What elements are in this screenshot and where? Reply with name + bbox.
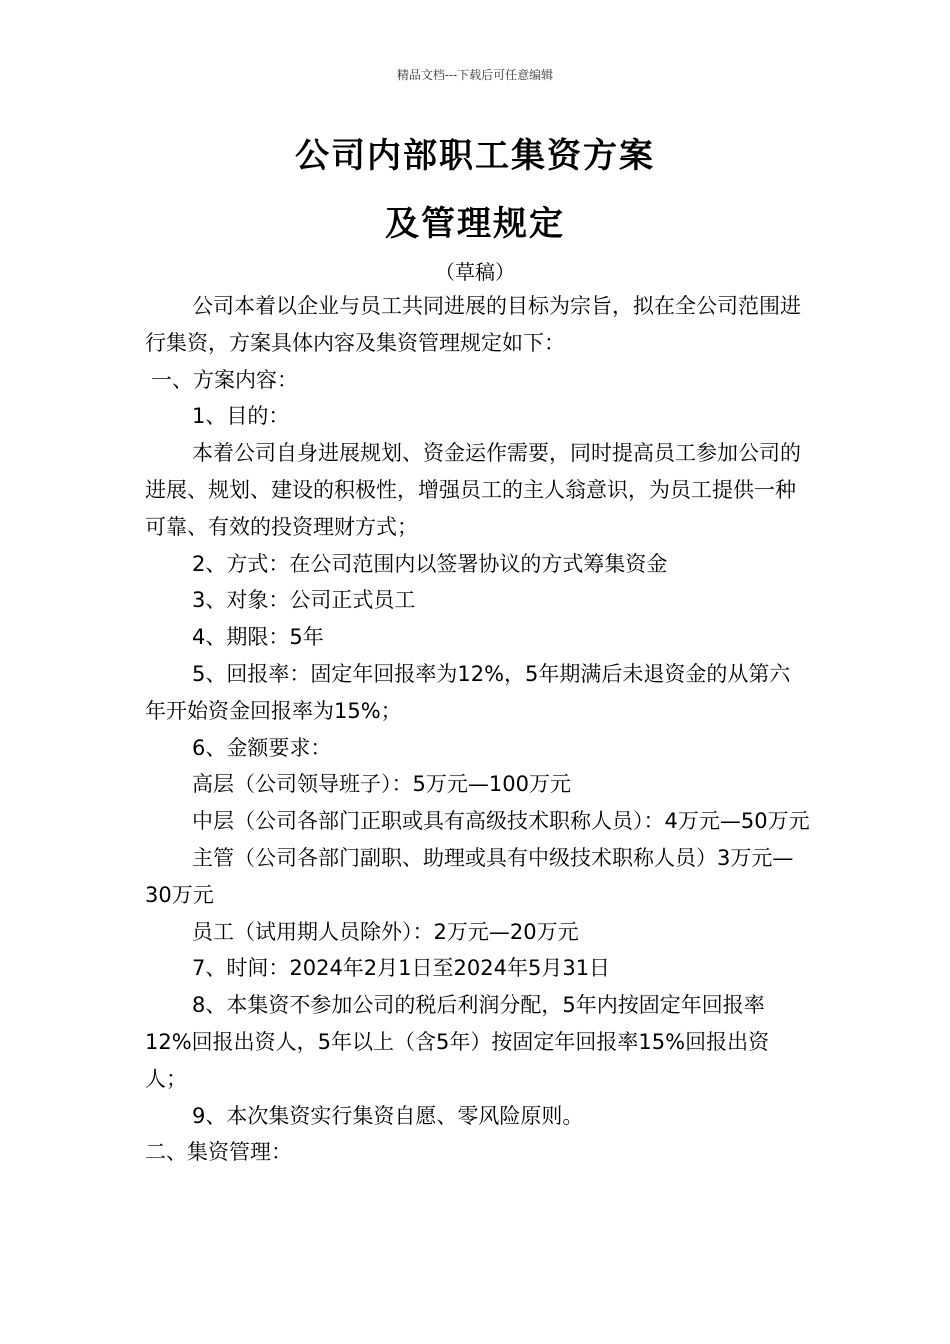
item5-text: 5、回报率：固定年回报率为12%，5年期满后未退资金的从第六年开始资金回报率为15%；: [145, 661, 791, 723]
intro-paragraph: 公司本着以企业与员工共同进展的目标为宗旨，拟在全公司范围进行集资，方案具体内容及集资管理规定如下：: [145, 294, 801, 355]
item9-text: 9、本次集资实行集资自愿、零风险原则。: [192, 1103, 584, 1128]
item4-text: 4、期限：5年: [192, 625, 324, 650]
item2-text: 2、方式：在公司范围内以签署协议的方式筹集资金: [192, 551, 668, 576]
amount-level-supervisor: 主管（公司各部门副职、助理或具有中级技术职称人员）3万元—30万元: [145, 845, 794, 907]
header-note: 精品文档---下载后可任意编辑: [396, 68, 554, 82]
document-title-line2: 及管理规定: [385, 204, 565, 244]
document-title-line1: 公司内部职工集资方案: [295, 136, 655, 176]
amount-level-middle: 中层（公司各部门正职或具有高级技术职称人员）：4万元—50万元: [192, 809, 810, 834]
item1-heading: 1、目的：: [192, 404, 290, 429]
item8-text: 8、本集资不参加公司的税后利润分配，5年内按固定年回报率12%回报出资人，5年以上（含5年）按固定年回报率15%回报出资人；: [145, 993, 770, 1091]
amount-level-senior: 高层（公司领导班子）：5万元—100万元: [192, 772, 571, 797]
document-subtitle: （草稿）: [435, 260, 515, 284]
section2-heading: 二、集资管理：: [145, 1140, 292, 1165]
item6-heading: 6、金额要求：: [192, 735, 332, 760]
item7-text: 7、时间：2024年2月1日至2024年5月31日: [192, 956, 611, 981]
item3-text: 3、对象：公司正式员工: [192, 588, 416, 613]
amount-level-staff: 员工（试用期人员除外）：2万元—20万元: [192, 919, 579, 944]
item1-text: 本着公司自身进展规划、资金运作需要，同时提高员工参加公司的进展、规划、建设的积极性，增强员工的主人翁意识，为员工提供一种可靠、有效的投资理财方式；: [145, 441, 801, 539]
section1-heading: 一、方案内容：: [151, 367, 298, 392]
document-body: [145, 288, 810, 1171]
